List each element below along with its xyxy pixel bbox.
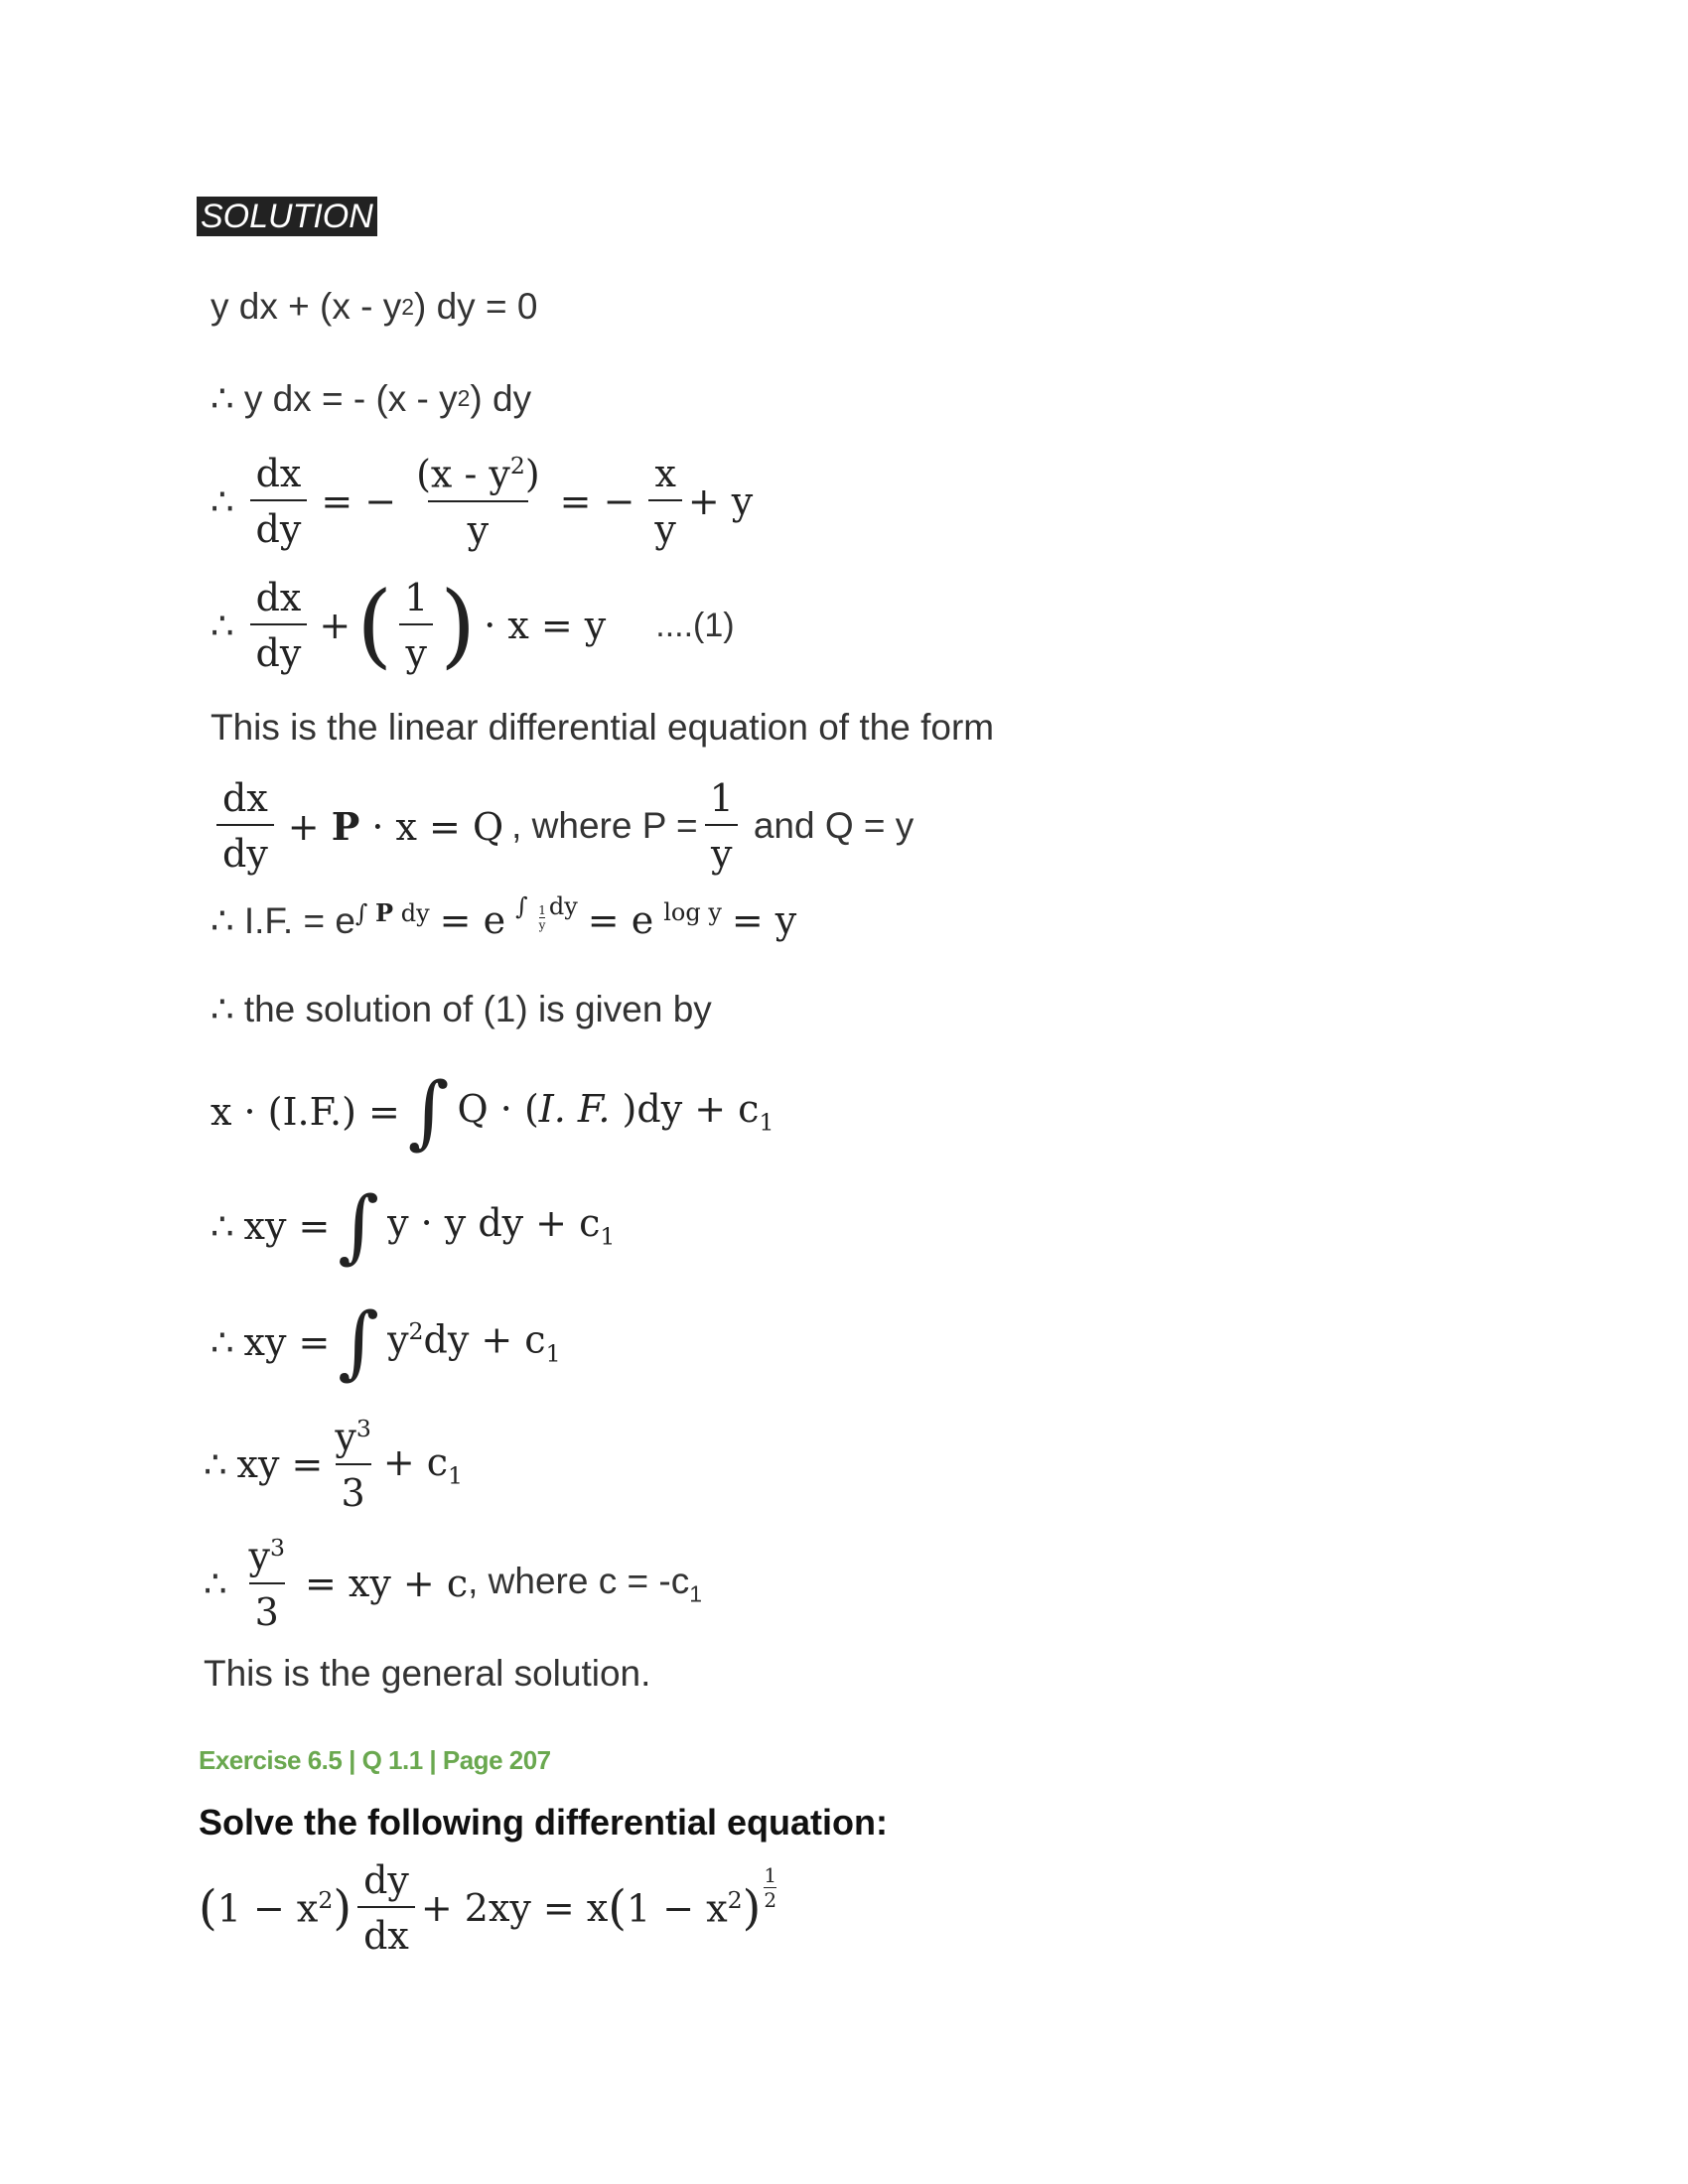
fraction-one-over-y: $\frac{1}{y}$ — [398, 576, 434, 675]
general-solution-text: This is the general solution. — [204, 1653, 651, 1694]
solution-step-4: ∴ $\frac{y^3}{3}$ = xy + c , where $c = -c_1$ — [204, 1534, 702, 1634]
question-equation: ( $1 - x^2$ ) $\frac{dy}{dx}$ + 2xy = x ( $1 - x^2$ ) $^{\frac{1}{2}}$ — [199, 1858, 777, 1958]
fraction-x-over-y: $\frac{x}{y}$ — [648, 452, 681, 551]
fraction-y3-over-3: $\frac{y^3}{3}$ — [248, 1534, 285, 1634]
question-heading: Solve the following differential equation: — [199, 1802, 889, 1843]
linear-form-text: This is the linear differential equation of the form — [211, 707, 995, 748]
equation-rearranged — [211, 377, 531, 420]
equation-rearranged-end: ) dy — [470, 377, 532, 419]
if-label: ∴ I.F. = e — [211, 899, 355, 941]
solution-label: SOLUTION — [197, 197, 377, 236]
therefore-symbol: ∴ — [211, 605, 234, 646]
therefore-symbol: ∴ — [204, 1443, 227, 1485]
fraction-one-over-y: $\frac{1}{y}$ — [704, 776, 740, 876]
equation-original — [211, 286, 537, 328]
equation-original-end: ) dy = 0 — [414, 286, 538, 327]
where-c-text: , where $c = -c_1$ — [468, 1560, 702, 1607]
equation-rearranged-start: ∴ y dx = - (x - y — [211, 378, 458, 419]
fraction-dy-dx: $\frac{dy}{dx}$ — [357, 1858, 415, 1958]
exponent: 2 — [457, 385, 471, 411]
general-linear-equation: $\frac{dx}{dy}$ + P · x = Q , where P = $\frac{1}{y}$ and Q = y — [211, 776, 914, 876]
solution-step-2: ∴ xy = ∫ $y^2dy + c_1$ — [211, 1296, 561, 1388]
integrating-factor: ∴ I.F. = e $^{\int P dy}$ = e $^{\int \frac{1}{y} dy}$ = e $^{log y}$ = y — [211, 892, 797, 942]
fraction-dx-dy: $\frac{dx}{dy}$ — [250, 452, 308, 551]
therefore-symbol: ∴ — [211, 480, 234, 522]
exponent: 2 — [401, 293, 414, 320]
equation-original-start: y dx + (x - y — [211, 286, 402, 327]
fraction-x-y2-over-y: $\frac{(x - y^2)}{y}$ — [416, 452, 540, 552]
therefore-symbol: ∴ — [204, 1563, 227, 1604]
fraction-dx-dy: $\frac{dx}{dy}$ — [216, 776, 274, 876]
fraction-dx-dy: $\frac{dx}{dy}$ — [250, 576, 308, 675]
and-q-text: and Q = y — [753, 805, 914, 846]
solution-step-3: ∴ xy = $\frac{y^3}{3}$ + $c_1$ — [204, 1415, 464, 1515]
therefore-symbol: ∴ — [211, 1321, 234, 1363]
equation-reference: ....(1) — [655, 606, 735, 644]
solution-step-1: ∴ xy = ∫ y · y dy + $c_1$ — [211, 1179, 616, 1272]
where-p-text: , where P = — [511, 805, 698, 846]
exercise-reference[interactable]: Exercise 6.5 | Q 1.1 | Page 207 — [199, 1745, 551, 1775]
solution-formula: x · (I.F.) = ∫ Q · (I. F. )$dy + c_1$ — [211, 1065, 774, 1158]
equation-linear-form: ∴ $\frac{dx}{dy}$ + ( $\frac{1}{y}$ ) · x = y ....(1) — [211, 572, 735, 678]
equation-dxdy: ∴ $\frac{dx}{dy}$ = − $\frac{(x - y^2)}{y}$ = − $\frac{x}{y}$ + y — [211, 452, 754, 552]
solution-statement: ∴ the solution of (1) is given by — [211, 989, 712, 1029]
therefore-symbol: ∴ — [211, 1205, 234, 1247]
fraction-y3-over-3: $\frac{y^3}{3}$ — [335, 1415, 371, 1515]
